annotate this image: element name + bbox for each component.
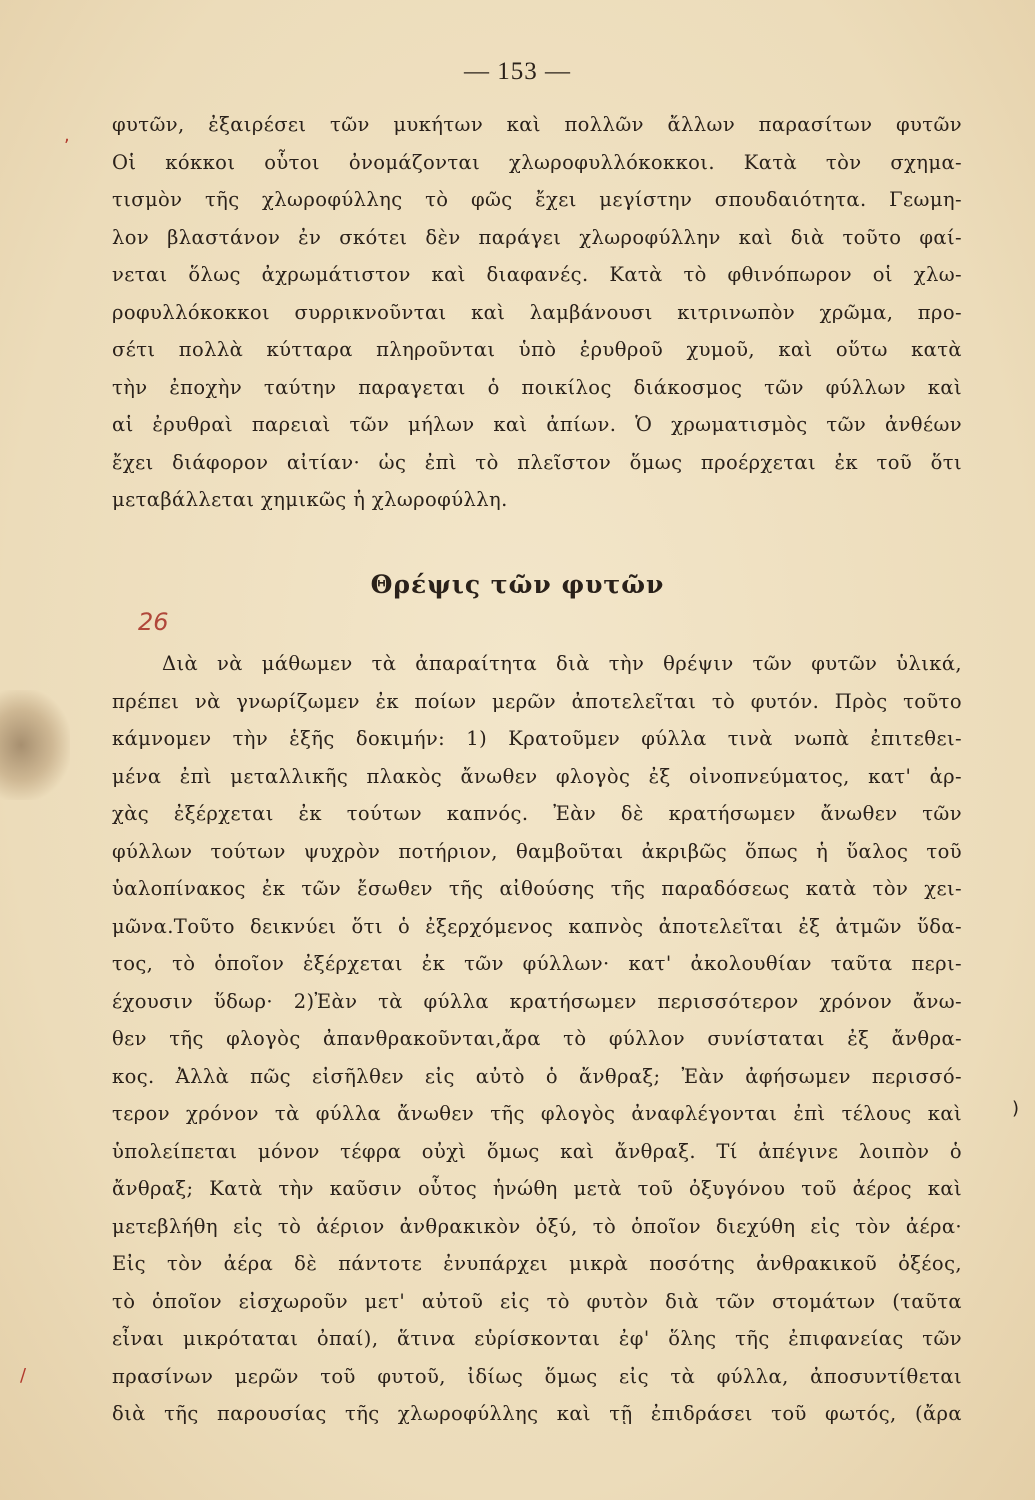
text-line: μένα ἐπὶ μεταλλικῆς πλακὸς ἄνωθεν φλογὸς ἐξ οἰνοπνεύματος, κατ' ἀρ-: [112, 764, 962, 788]
handwritten-margin-note: 26: [138, 608, 169, 636]
text-line: ὑαλοπίνακος ἐκ τῶν ἔσωθεν τῆς αἰθούσης τῆς παραδόσεως κατὰ τὸν χει-: [112, 877, 962, 900]
text-line: τὴν ἐποχὴν ταύτην παραγεται ὁ ποικίλος διάκοσμος τῶν φύλλων καὶ: [112, 375, 962, 399]
text-line: πρέπει νὰ γνωρίζωμεν ἐκ ποίων μερῶν ἀποτελεῖται τὸ φυτόν. Πρὸς τοῦτο: [112, 689, 962, 713]
paper-stain: [0, 690, 70, 800]
text-line: μῶνα.Τοῦτο δεικνύει ὅτι ὁ ἐξερχόμενος καπνὸς ἀποτελεῖται ἐξ ἀτμῶν ὕδα-: [112, 914, 962, 938]
text-line: ροφυλλόκοκκοι συρρικνοῦνται καὶ λαμβάνουσι κιτρινωπὸν χρῶμα, προ-: [112, 300, 962, 324]
text-line: λον βλαστάνον ἐν σκότει δὲν παράγει χλωροφύλλην καὶ διὰ τοῦτο φαί-: [112, 225, 962, 249]
text-line: μετεβλήθη εἰς τὸ ἀέριον ἀνθρακικὸν ὀξύ, τὸ ὁποῖον διεχύθη εἰς τὸν ἀέρα·: [112, 1214, 962, 1238]
text-line: έχουσιν ὕδωρ· 2)Ἐὰν τὰ φύλλα κρατήσωμεν περισσότερον χρόνον ἄνω-: [112, 989, 962, 1013]
text-line: σέτι πολλὰ κύτταρα πληροῦνται ὑπὸ ἐρυθροῦ χυμοῦ, καὶ οὕτω κατὰ: [112, 338, 962, 361]
section-heading: Θρέψις τῶν φυτῶν: [370, 570, 665, 599]
text-line: αἱ ἐρυθραὶ παρειαὶ τῶν μήλων καὶ ἀπίων. Ὁ χρωματισμὸς τῶν ἀνθέων: [112, 413, 962, 436]
text-line: ἔχει διάφορον αἰτίαν· ὡς ἐπὶ τὸ πλεῖστον ὅμως προέρχεται ἐκ τοῦ ὅτι: [112, 450, 962, 474]
text-line: τος, τὸ ὁποῖον ἐξέρχεται ἐκ τῶν φύλλων· κατ' ἀκολουθίαν ταῦτα περι-: [112, 952, 962, 975]
text-line: κάμνομεν τὴν ἑξῆς δοκιμήν: 1) Κρατοῦμεν φύλλα τινὰ νωπὰ ἐπιτεθει-: [112, 727, 962, 750]
text-line: εἶναι μικρόταται ὀπαί), ἅτινα εὑρίσκονται ἐφ' ὅλης τῆς ἐπιφανείας τῶν: [112, 1327, 962, 1350]
text-line: χὰς ἐξέρχεται ἐκ τούτων καπνός. Ἐὰν δὲ κρατήσωμεν ἄνωθεν τῶν: [112, 802, 962, 825]
text-line: μεταβάλλεται χημικῶς ἡ χλωροφύλλη.: [112, 488, 508, 511]
text-line: Οἱ κόκκοι οὗτοι ὀνομάζονται χλωροφυλλόκοκκοι. Κατὰ τὸν σχημα-: [112, 150, 962, 174]
text-line: φυτῶν, ἐξαιρέσει τῶν μυκήτων καὶ πολλῶν ἄλλων παρασίτων φυτῶν: [112, 113, 962, 136]
text-line: Εἰς τὸν ἀέρα δὲ πάντοτε ἐνυπάρχει μικρὰ ποσότης ἀνθρακικοῦ ὀξέος,: [112, 1252, 962, 1275]
edge-mark: /: [20, 1365, 27, 1386]
text-line: θεν τῆς φλογὸς ἀπανθρακοῦνται,ἄρα τὸ φύλλον συνίσταται ἐξ ἄνθρα-: [112, 1027, 962, 1050]
paragraph-1: [112, 106, 962, 519]
text-line: τὸ ὁποῖον εἰσχωροῦν μετ' αὐτοῦ εἰς τὸ φυτὸν διὰ τῶν στομάτων (ταῦτα: [112, 1289, 962, 1313]
text-line: κος. Ἀλλὰ πῶς εἰσῆλθεν εἰς αὐτὸ ὁ ἄνθραξ; Ἐὰν ἀφήσωμεν περισσό-: [112, 1064, 962, 1088]
edge-mark: ,: [64, 125, 70, 146]
text-line: τισμὸν τῆς χλωροφύλλης τὸ φῶς ἔχει μεγίστην σπουδαιότητα. Γεωμη-: [112, 188, 962, 211]
text-line: πρασίνων μερῶν τοῦ φυτοῦ, ἰδίως ὅμως εἰς τὰ φύλλα, ἀποσυντίθεται: [112, 1364, 962, 1388]
page-number: — 153 —: [464, 58, 571, 85]
text-line: φύλλων τούτων ψυχρὸν ποτήριον, θαμβοῦται ἀκριβῶς ὅπως ἡ ὕαλος τοῦ: [112, 839, 962, 863]
text-line: ἄνθραξ; Κατὰ τὴν καῦσιν οὗτος ἡνώθη μετὰ τοῦ ὀξυγόνου τοῦ ἀέρος καὶ: [112, 1177, 962, 1200]
text-line: τερον χρόνον τὰ φύλλα ἄνωθεν τῆς φλογὸς ἀναφλέγονται ἐπὶ τέλους καὶ: [112, 1102, 962, 1125]
text-line: διὰ τῆς παρουσίας τῆς χλωροφύλλης καὶ τῇ ἐπιδράσει τοῦ φωτός, (ἄρα: [112, 1402, 962, 1425]
text-line: Διὰ νὰ μάθωμεν τὰ ἀπαραίτητα διὰ τὴν θρέψιν τῶν φυτῶν ὑλικά,: [162, 652, 962, 675]
text-line: νεται ὅλως ἀχρωμάτιστον καὶ διαφανές. Κατὰ τὸ φθινόπωρον οἱ χλω-: [112, 263, 962, 286]
paragraph-2: [112, 645, 962, 1433]
edge-mark: ): [1012, 1098, 1020, 1119]
text-line: ὑπολείπεται μόνον τέφρα οὐχὶ ὅμως καὶ ἄνθραξ. Τί ἀπέγινε λοιπὸν ὁ: [112, 1139, 962, 1163]
